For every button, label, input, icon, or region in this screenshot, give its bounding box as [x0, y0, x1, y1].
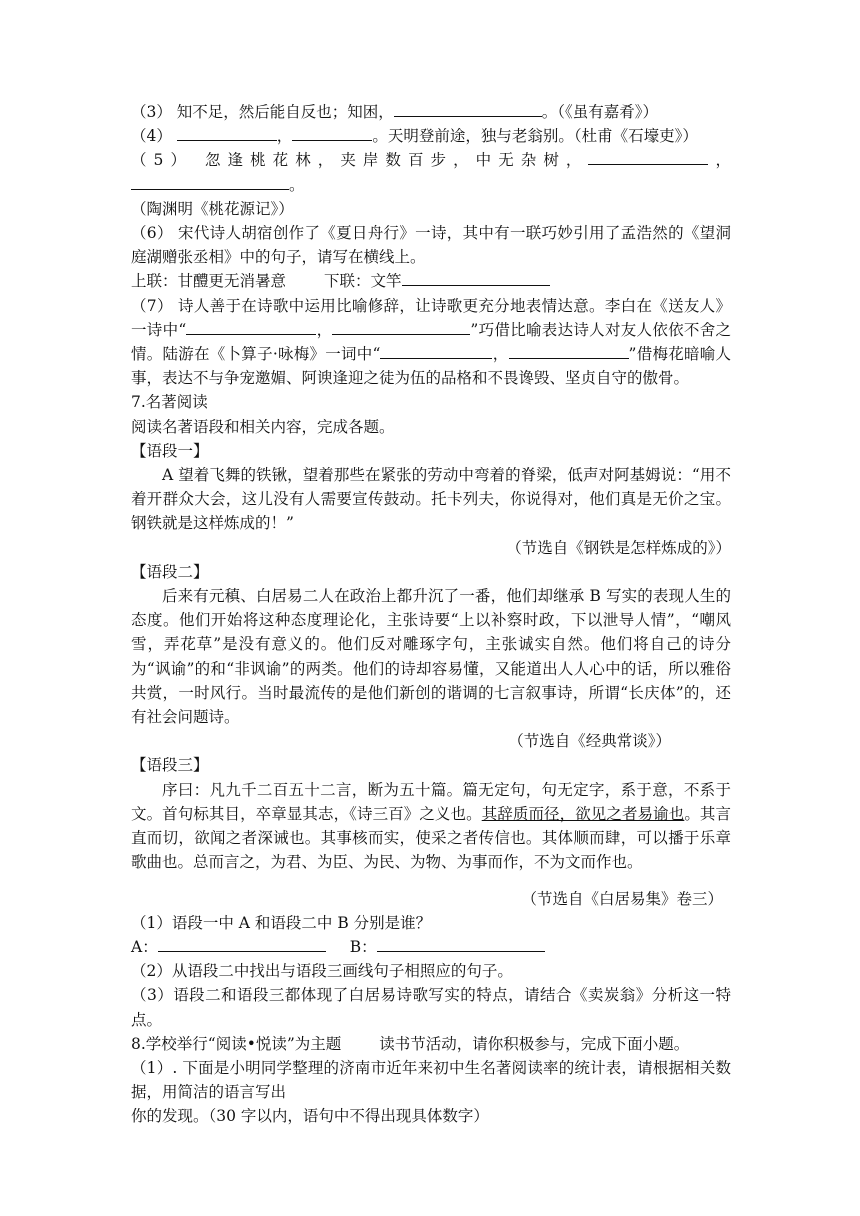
q6-item-5-source: （陶渊明《桃花源记》） [131, 199, 294, 218]
section-3-heading: 【语段三】 [131, 756, 209, 775]
q7-sub-2: （2）从语段二中找出与语段三画线句子相照应的句子。 [131, 962, 513, 981]
q7-sub-1: （1）语段一中 A 和语段二中 B 分别是谁？ [131, 913, 432, 932]
document-page [131, 100, 731, 1129]
answer-blank[interactable] [588, 148, 708, 165]
answer-blank[interactable] [402, 269, 550, 286]
q6-item-4: （4） ， 。天明登前途，独与老翁别。（杜甫《石壕吏》） [131, 124, 731, 148]
q6-item-3: （3） 知不足，然后能自反也；知困， 。（《虽有嘉肴》） [131, 100, 731, 124]
answer-blank[interactable] [332, 318, 470, 335]
section-3-text: 序曰：凡九千二百五十二言，断为五十篇。篇无定句，句无定字，系于意，不系于文。首句标其目，卒章显其志，《诗三百》之义也。其辞质而径，欲见之者易谕也。其言直而切，欲闻之者深诫也。其事核而实，使采之者传信也。其体顺而肆，可以播于乐章歌曲也。总而言之，为君、为臣、为民、为物、为事而作，不为文而作也。 [131, 780, 731, 872]
q6-item-6: （6） 宋代诗人胡宿创作了《夏日舟行》一诗，其中有一联巧妙引用了孟浩然的《望洞庭湖赠张丞相》中的句子，请写在横线上。 [131, 224, 731, 267]
answer-blank[interactable] [186, 318, 316, 335]
q8-title: 8.学校举行“阅读•悦读”为主题 读书节活动，请你积极参与，完成下面小题。 [131, 1034, 690, 1053]
q7-sub-1-answers: A： B： [131, 935, 731, 959]
section-1-heading: 【语段一】 [131, 441, 209, 460]
q6-item-7: （7） 诗人善于在诗歌中运用比喻修辞，让诗歌更充分地表情达意。李白在《送友人》一诗中“ ， ”巧借比喻表达诗人对友人依依不舍之情。陆游在《卜算子·咏梅》一词中“ ， ”借梅花暗喻人事，表达不与争宠邀媚、阿谀逢迎之徒为伍的品格和不畏谗毁、坚贞自守的傲骨。 [131, 296, 731, 388]
q6-item-6-couplet: 上联：甘醴更无消暑意 下联：文竿 [131, 269, 731, 293]
answer-blank[interactable] [509, 342, 629, 359]
q7-title: 7.名著阅读 [131, 393, 208, 412]
answer-blank[interactable] [380, 342, 492, 359]
q6-item-5: （5） 忽逢桃花林，夹岸数百步，中无杂树， ，。 [131, 148, 731, 196]
answer-blank-b[interactable] [377, 935, 545, 952]
q8-sub-1: （1）. 下面是小明同学整理的济南市近年来初中生名著阅读率的统计表，请根据相关数据，用简洁的语言写出 [131, 1058, 731, 1102]
section-2-heading: 【语段二】 [131, 562, 209, 581]
answer-blank[interactable] [394, 100, 542, 117]
section-1-text: A 望着飞舞的铁锹，望着那些在紧张的劳动中弯着的脊梁，低声对阿基姆说：“用不着开群众大会，这儿没有人需要宣传鼓动。托卡列夫，你说得对，他们真是无价之宝。钢铁就是这样炼成的！” [131, 466, 731, 533]
answer-blank[interactable] [131, 173, 289, 190]
q7-intro: 阅读名著语段和相关内容，完成各题。 [131, 417, 395, 436]
section-1-source: （节选自《钢铁是怎样炼成的》） [506, 538, 731, 557]
section-2-text: 后来有元稹、白居易二人在政治上都升沉了一番，他们却继承 B 写实的表现人生的态度。他们开始将这种态度理论化，主张诗要“上以补察时政，下以泄导人情”，“嘲风雪，弄花草”是没有意义的。他们反对雕琢字句，主张诚实自然。他们将自己的诗分为“讽谕”的和“非讽谕”的两类。他们的诗却容易懂，又能道出人人心中的话，所以雅俗共赏，一时风行。当时最流传的是他们新创的谐调的七言叙事诗，所谓“长庆体”的，还有社会问题诗。 [131, 587, 731, 727]
underlined-sentence: 其辞质而径，欲见之者易谕也 [481, 804, 685, 823]
answer-blank-a[interactable] [158, 935, 326, 952]
section-2-source: （节选自《经典常谈》） [508, 732, 671, 751]
q8-sub-1-b: 你的发现。（30 字以内，语句中不得出现具体数字） [131, 1107, 489, 1126]
answer-blank[interactable] [292, 124, 372, 141]
section-3-source: （节选自《白居易集》卷三） [521, 889, 723, 908]
q7-sub-3: （3）语段二和语段三都体现了白居易诗歌写实的特点，请结合《卖炭翁》分析这一特点。 [131, 986, 731, 1029]
answer-blank[interactable] [177, 124, 277, 141]
